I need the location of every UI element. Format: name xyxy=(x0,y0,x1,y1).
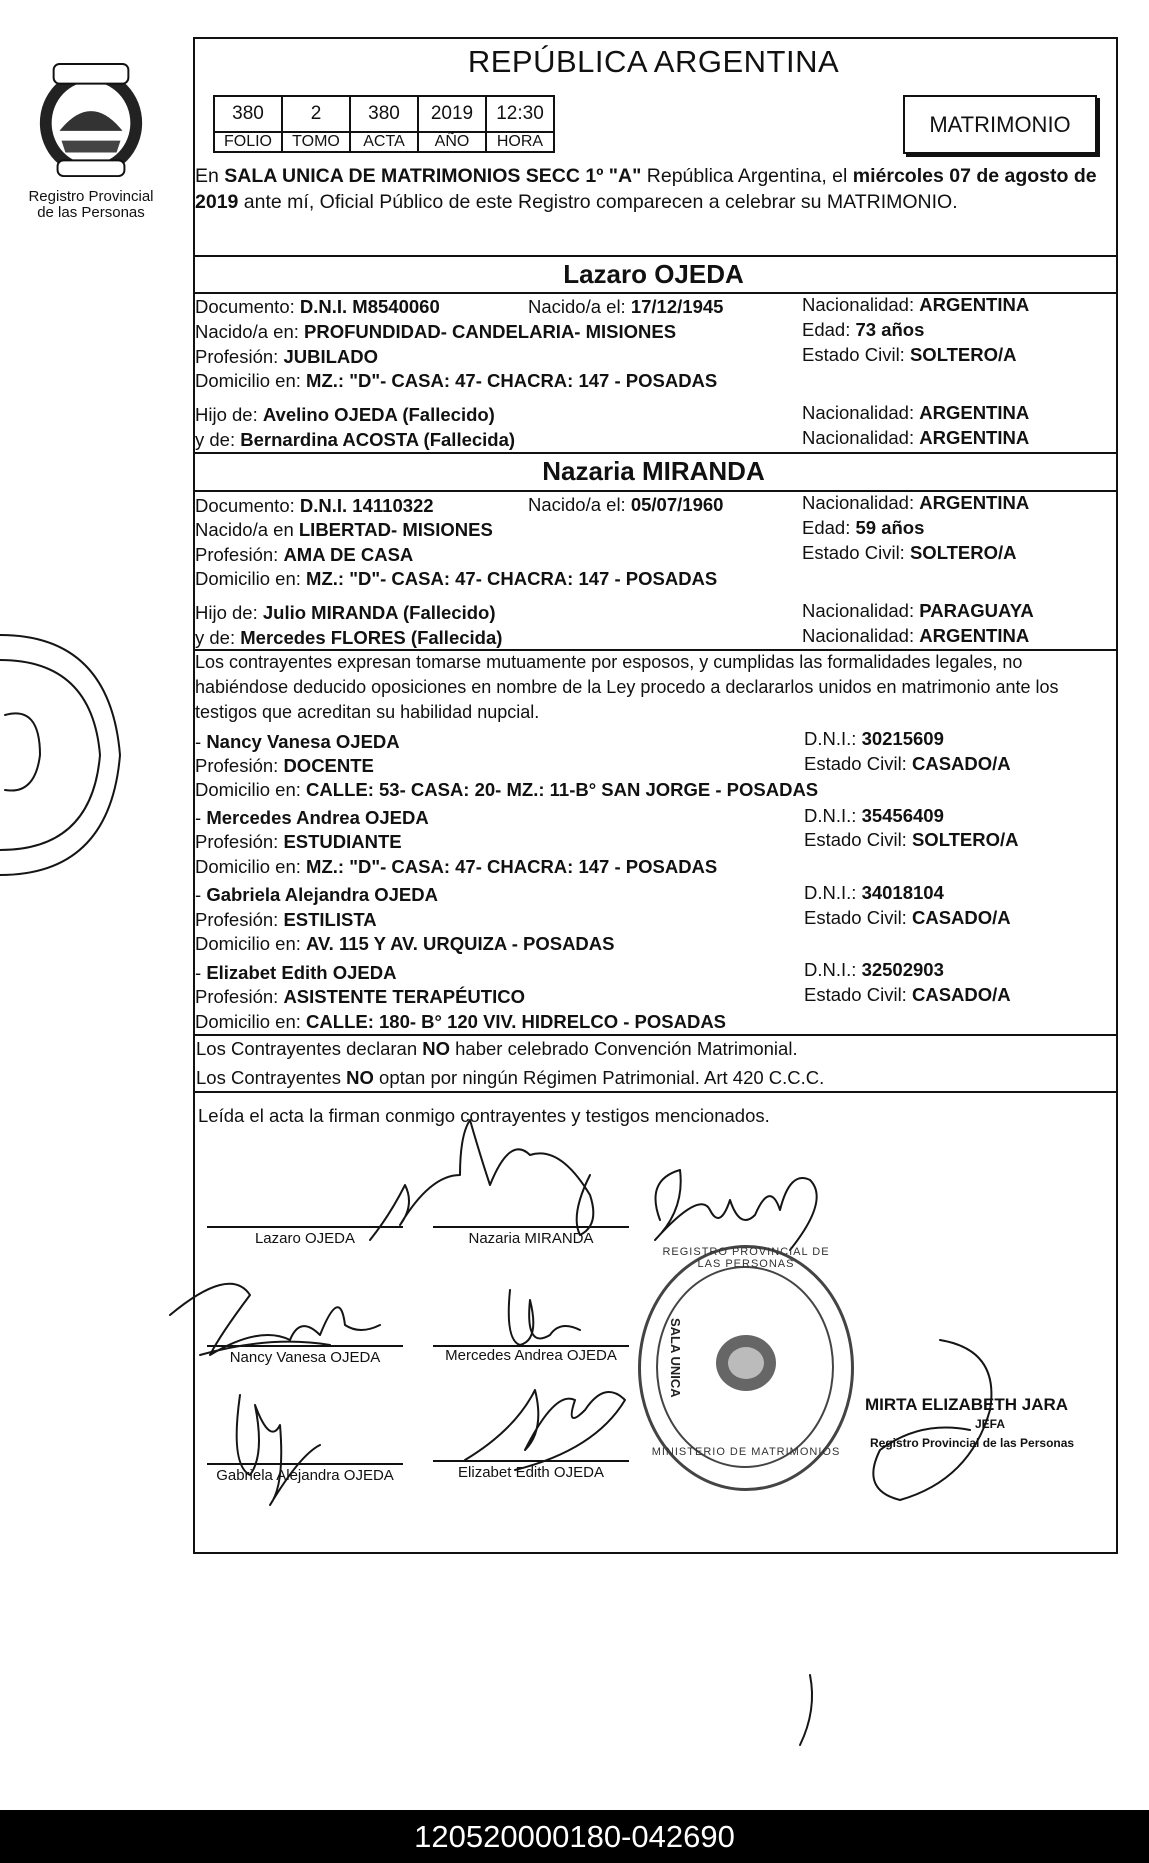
spouse1-age: Edad: 73 años xyxy=(802,319,925,340)
signature-scribble-3 xyxy=(170,1265,410,1375)
stray-pen-mark xyxy=(795,1670,825,1750)
spouse1-address: Domicilio en: MZ.: "D"- CASA: 47- CHACRA: 147 - POSADAS xyxy=(195,370,718,391)
stamp-bottom-text: MINISTERIO DE MATRIMONIOS xyxy=(651,1446,841,1458)
official-role: JEFA xyxy=(975,1417,1006,1431)
convention-statement: Los Contrayentes declaran NO haber celebrado Convención Matrimonial. xyxy=(196,1038,798,1059)
spouse2-nationality: Nacionalidad: ARGENTINA xyxy=(802,492,1030,513)
witness-1-name: - Nancy Vanesa OJEDA xyxy=(195,731,400,752)
witness-4-name: - Elizabet Edith OJEDA xyxy=(195,962,397,983)
witness-4-civil-status: Estado Civil: CASADO/A xyxy=(804,984,1011,1005)
stamp-emblem-icon xyxy=(711,1328,781,1398)
spouse2-profession: Profesión: AMA DE CASA xyxy=(195,544,414,565)
witness-3-dni: D.N.I.: 34018104 xyxy=(804,882,944,903)
spouse1-name: Lazaro OJEDA xyxy=(563,259,744,289)
witness-1-profession: Profesión: DOCENTE xyxy=(195,755,374,776)
spouse2-father-nationality: Nacionalidad: PARAGUAYA xyxy=(802,600,1034,621)
witness-3-name: - Gabriela Alejandra OJEDA xyxy=(195,884,438,905)
witness-2-name: - Mercedes Andrea OJEDA xyxy=(195,807,429,828)
witness-3-address: Domicilio en: AV. 115 Y AV. URQUIZA - POSADAS xyxy=(195,933,615,954)
witness-4-dni: D.N.I.: 32502903 xyxy=(804,959,944,980)
stamp-inner-text: SALA UNICA xyxy=(668,1318,683,1398)
logo-caption: Registro Provincial de las Personas xyxy=(28,188,154,221)
spouse1-civil-status: Estado Civil: SOLTERO/A xyxy=(802,344,1017,365)
spouse1-birthplace: Nacido/a en: PROFUNDIDAD- CANDELARIA- MISIONES xyxy=(195,321,677,342)
document-code-bar: 120520000180-042690 xyxy=(0,1810,1149,1863)
intro-paragraph: En SALA UNICA DE MATRIMONIOS SECC 1º "A" República Argentina, el miércoles 07 de agosto de 2019 ante mí, Oficial Público de este Registro comparecen a celebrar su MATRIMONIO. xyxy=(195,165,1097,213)
regime-statement: Los Contrayentes NO optan por ningún Régimen Patrimonial. Art 420 C.C.C. xyxy=(196,1067,825,1088)
time-value: 12:30 xyxy=(486,96,554,132)
spouse2-birthplace: Nacido/a en LIBERTAD- MISIONES xyxy=(195,519,493,540)
witness-2-dni: D.N.I.: 35456409 xyxy=(804,805,944,826)
tomo-value: 2 xyxy=(282,96,350,132)
registry-stamp xyxy=(638,1245,854,1491)
spouse2-born: Nacido/a el: 05/07/1960 xyxy=(528,494,724,515)
declaration-paragraph: Los contrayentes expresan tomarse mutuamente por esposos, y cumplidas las formalidades legales, no habiéndose deducido oposiciones en nombre de la Ley procedo a declararlos unidos en matrimonio ante los testigos que acreditan su habilidad nupcial. xyxy=(195,652,1059,722)
witness-1-civil-status: Estado Civil: CASADO/A xyxy=(804,753,1011,774)
spouse1-father-nationality: Nacionalidad: ARGENTINA xyxy=(802,402,1030,423)
witness-1-address: Domicilio en: CALLE: 53- CASA: 20- MZ.: 11-B° SAN JORGE - POSADAS xyxy=(195,779,819,800)
province-seal-icon xyxy=(32,62,150,180)
witness-4-address: Domicilio en: CALLE: 180- B° 120 VIV. HIDRELCO - POSADAS xyxy=(195,1011,727,1032)
spouse1-mother-nationality: Nacionalidad: ARGENTINA xyxy=(802,427,1030,448)
spouse1-nationality: Nacionalidad: ARGENTINA xyxy=(802,294,1030,315)
spouse2-age: Edad: 59 años xyxy=(802,517,925,538)
spouse2-doc: Documento: D.N.I. 14110322 xyxy=(195,495,434,516)
acta-label: ACTA xyxy=(350,132,418,152)
witness-1-dni: D.N.I.: 30215609 xyxy=(804,728,944,749)
signature-label-5: Gabriela Alejandra OJEDA xyxy=(216,1467,394,1484)
signature-scribble-6 xyxy=(455,1370,635,1480)
signature-label-1: Lazaro OJEDA xyxy=(254,1230,356,1247)
spouse1-born: Nacido/a el: 17/12/1945 xyxy=(528,296,724,317)
spouse2-mother-nationality: Nacionalidad: ARGENTINA xyxy=(802,625,1030,646)
stamp-outer-text: REGISTRO PROVINCIAL DE LAS PERSONAS xyxy=(662,1246,830,1270)
folio-value: 380 xyxy=(214,96,282,132)
signature-label-4: Mercedes Andrea OJEDA xyxy=(445,1347,617,1364)
spouse2-name: Nazaria MIRANDA xyxy=(542,456,765,486)
signature-label-6: Elizabet Edith OJEDA xyxy=(458,1464,604,1481)
witness-2-address: Domicilio en: MZ.: "D"- CASA: 47- CHACRA: 147 - POSADAS xyxy=(195,856,718,877)
signature-scribble-5 xyxy=(210,1385,330,1515)
signature-label-3: Nancy Vanesa OJEDA xyxy=(229,1349,381,1366)
signature-label-2: Nazaria MIRANDA xyxy=(468,1230,594,1247)
official-name: MIRTA ELIZABETH JARA xyxy=(865,1395,1069,1414)
record-index-table xyxy=(213,95,555,153)
spouse1-doc: Documento: D.N.I. M8540060 xyxy=(195,296,440,317)
year-label: AÑO xyxy=(418,132,486,152)
registry-logo xyxy=(22,62,160,232)
spouse1-profession: Profesión: JUBILADO xyxy=(195,346,378,367)
spouse2-father: Hijo de: Julio MIRANDA (Fallecido) xyxy=(195,602,496,623)
folio-label: FOLIO xyxy=(214,132,282,152)
record-type-box: MATRIMONIO xyxy=(903,95,1097,154)
signature-scribble-4 xyxy=(480,1280,600,1370)
tomo-label: TOMO xyxy=(282,132,350,152)
document-title: REPÚBLICA ARGENTINA xyxy=(467,44,840,79)
spouse2-civil-status: Estado Civil: SOLTERO/A xyxy=(802,542,1017,563)
year-value: 2019 xyxy=(418,96,486,132)
divider xyxy=(193,1034,1118,1036)
spouse1-father: Hijo de: Avelino OJEDA (Fallecido) xyxy=(195,404,495,425)
spouse2-address: Domicilio en: MZ.: "D"- CASA: 47- CHACRA: 147 - POSADAS xyxy=(195,568,718,589)
witness-2-profession: Profesión: ESTUDIANTE xyxy=(195,831,402,852)
witness-2-civil-status: Estado Civil: SOLTERO/A xyxy=(804,829,1019,850)
spouse1-mother: y de: Bernardina ACOSTA (Fallecida) xyxy=(195,429,516,450)
time-label: HORA xyxy=(486,132,554,152)
official-office: Registro Provincial de las Personas xyxy=(870,1436,1075,1450)
divider xyxy=(193,452,1118,454)
closing-statement: Leída el acta la firman conmigo contrayentes y testigos mencionados. xyxy=(198,1105,770,1126)
divider xyxy=(193,255,1118,257)
witness-3-profession: Profesión: ESTILISTA xyxy=(195,909,377,930)
divider xyxy=(193,1091,1118,1093)
partial-stamp-left xyxy=(0,615,130,895)
spouse2-mother: y de: Mercedes FLORES (Fallecida) xyxy=(195,627,503,648)
witness-3-civil-status: Estado Civil: CASADO/A xyxy=(804,907,1011,928)
acta-value: 380 xyxy=(350,96,418,132)
witness-4-profession: Profesión: ASISTENTE TERAPÉUTICO xyxy=(195,986,525,1007)
signature-scribble-1 xyxy=(360,1115,630,1265)
